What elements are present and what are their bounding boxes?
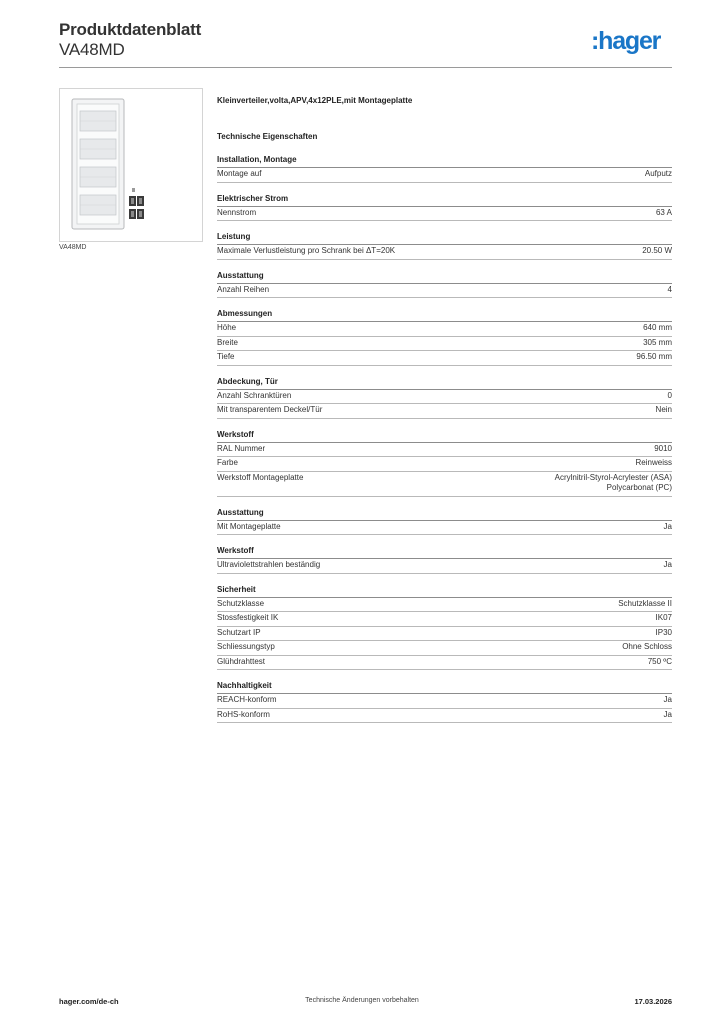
property-row [217, 207, 672, 222]
property-label: Glühdrahttest [217, 656, 266, 666]
property-value-line: Ja [663, 560, 672, 569]
property-value-line: 96.50 mm [636, 352, 672, 361]
property-value [555, 473, 672, 494]
property-value-line: Ja [663, 521, 672, 531]
property-label: RAL Nummer [217, 443, 266, 453]
property-value-line: IK07 [655, 613, 672, 622]
section-title: Elektrischer Strom [217, 193, 672, 207]
property-value [664, 522, 672, 533]
property-row [217, 694, 672, 709]
section-title: Nachhaltigkeit [217, 680, 672, 694]
property-label: Breite [217, 337, 238, 347]
property-row [217, 168, 672, 183]
property-value-line: 4 [667, 284, 672, 294]
property-label: Mit Montageplatte [217, 521, 281, 531]
property-value-line: 9010 [654, 443, 672, 453]
property-value-line: 305 mm [643, 337, 672, 347]
spec-section [217, 231, 672, 260]
spec-section [217, 545, 672, 574]
footer-date: 17.03.2026 [634, 997, 672, 1006]
spec-section [217, 680, 672, 723]
property-label: Maximale Verlustleistung pro Schrank bei ΔT=20K [217, 246, 396, 255]
property-value-line: Ohne Schloss [622, 642, 672, 651]
property-label: Montage auf [217, 169, 262, 178]
property-value-line: Nein [655, 405, 672, 414]
property-value-line: 63 A [655, 207, 672, 217]
section-title: Sicherheit [217, 584, 672, 598]
section-title: Werkstoff [217, 429, 672, 443]
property-label: Stossfestigkeit IK [217, 613, 279, 622]
spec-section [217, 154, 672, 183]
property-value [642, 246, 672, 257]
property-value [656, 405, 672, 416]
property-label: Anzahl Schranktüren [217, 390, 292, 400]
property-value-line: Ja [663, 709, 672, 719]
section-title: Ausstattung [217, 507, 672, 521]
spec-section [217, 584, 672, 671]
spec-section [217, 507, 672, 536]
footer-website: hager.com/de-ch [59, 997, 119, 1006]
property-value [664, 710, 672, 721]
section-title: Installation, Montage [217, 154, 672, 168]
property-value [654, 444, 672, 455]
page-title: Produktdatenblatt [59, 20, 202, 39]
property-label: RoHS-konform [217, 709, 270, 719]
property-value-line: 640 mm [643, 323, 672, 332]
property-value [664, 560, 672, 571]
property-row [217, 322, 672, 337]
section-title: Abdeckung, Tür [217, 376, 672, 390]
footer-notice: Technische Änderungen vorbehalten [305, 997, 419, 1004]
specification-content [217, 96, 672, 733]
property-row [217, 612, 672, 627]
property-row [217, 337, 672, 352]
product-image [59, 88, 203, 242]
product-code: VA48MD [59, 40, 125, 59]
property-value [664, 695, 672, 706]
property-row [217, 627, 672, 642]
property-value [656, 613, 672, 624]
property-label: REACH-konform [217, 695, 277, 704]
property-row [217, 559, 672, 574]
property-value [656, 628, 672, 639]
property-row [217, 245, 672, 260]
technical-properties-heading: Technische Eigenschaften [217, 132, 318, 141]
property-value [645, 169, 672, 180]
property-row [217, 472, 672, 497]
property-value-line: Polycarbonat (PC) [606, 483, 672, 492]
property-label: Schutzart IP [217, 627, 261, 637]
property-label: Höhe [217, 323, 237, 332]
spec-sections [217, 154, 672, 723]
header-divider [59, 67, 672, 68]
property-value-line: Schutzklasse II [618, 598, 672, 608]
property-row [217, 390, 672, 405]
screw [132, 188, 135, 192]
property-label: Anzahl Reihen [217, 284, 270, 294]
property-row [217, 641, 672, 656]
property-row [217, 656, 672, 671]
spec-section [217, 429, 672, 497]
property-value-line: Acrylnitril-Styrol-Acrylester (ASA) [554, 472, 672, 482]
property-row [217, 351, 672, 366]
property-label: Nennstrom [217, 207, 257, 217]
property-value-line: 0 [667, 390, 672, 400]
property-row [217, 598, 672, 613]
property-value-line: Aufputz [644, 169, 672, 178]
logo-text: :hager [591, 27, 661, 55]
property-value [668, 391, 672, 402]
property-row [217, 457, 672, 472]
property-label: Ultraviolettstrahlen beständig [217, 560, 321, 569]
property-value-line: 750 ºC [647, 656, 672, 666]
property-value [636, 458, 672, 469]
property-row [217, 443, 672, 458]
image-caption: VA48MD [59, 244, 87, 251]
property-value-line: IP30 [655, 627, 672, 637]
property-label: Schutzklasse [217, 598, 265, 608]
spec-section [217, 270, 672, 299]
hager-logo [591, 26, 675, 58]
property-value [656, 208, 672, 219]
property-value [668, 285, 672, 296]
property-value [622, 642, 672, 653]
property-value-line: 20.50 W [642, 246, 672, 255]
property-value-line: Ja [663, 695, 672, 704]
section-title: Ausstattung [217, 270, 672, 284]
property-label: Tiefe [217, 352, 235, 361]
property-value [618, 599, 672, 610]
property-label: Werkstoff Montageplatte [217, 472, 304, 482]
section-title: Leistung [217, 231, 672, 245]
property-row [217, 709, 672, 724]
property-row [217, 521, 672, 536]
spec-section [217, 193, 672, 222]
property-row [217, 404, 672, 419]
property-value [636, 352, 672, 363]
property-label: Farbe [217, 458, 238, 467]
property-value [648, 657, 672, 668]
section-title: Abmessungen [217, 308, 672, 322]
property-row [217, 284, 672, 299]
product-description: Kleinverteiler,volta,APV,4x12PLE,mit Montageplatte [217, 96, 413, 105]
property-label: Mit transparentem Deckel/Tür [217, 405, 323, 414]
property-value [643, 338, 672, 349]
spec-section [217, 376, 672, 419]
property-value-line: Reinweiss [635, 458, 672, 467]
spec-section [217, 308, 672, 366]
property-label: Schliessungstyp [217, 642, 275, 651]
section-title: Werkstoff [217, 545, 672, 559]
property-value [643, 323, 672, 334]
